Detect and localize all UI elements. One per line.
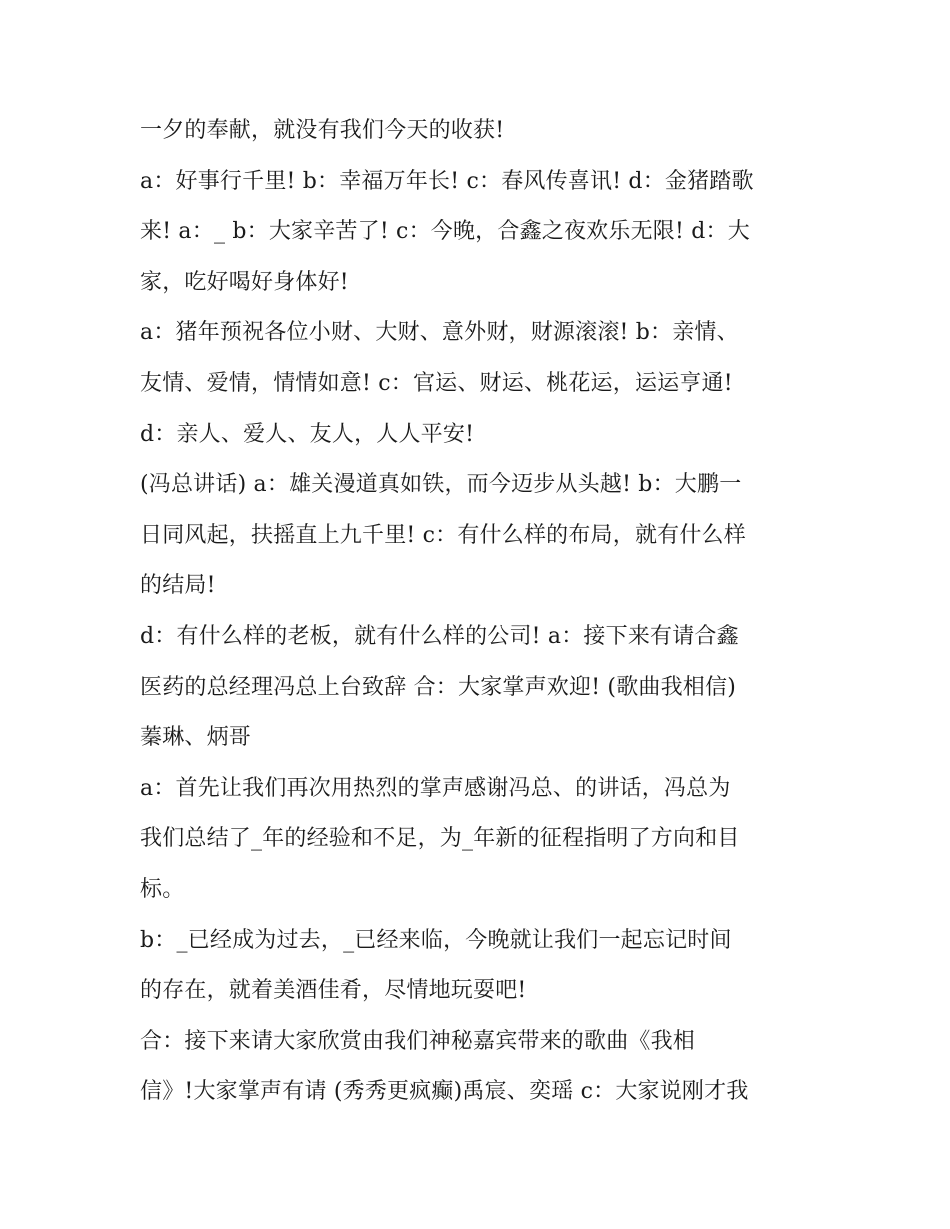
text-line: 一夕的奉献，就没有我们今天的收获! — [140, 118, 505, 143]
text-line: d：有什么样的老板，就有什么样的公司! a：接下来有请合鑫 — [140, 623, 739, 649]
text-line: 蓁琳、炳哥 — [140, 725, 252, 751]
text-line: 医药的总经理冯总上台致辞 合：大家掌声欢迎! (歌曲我相信) — [140, 674, 736, 700]
text-line: 家，吃好喝好身体好! — [140, 269, 349, 295]
text-line: 合：接下来请大家欣赏由我们神秘嘉宾带来的歌曲《我相 — [140, 1028, 696, 1054]
text-line: 我们总结了_年的经验和不足，为_年新的征程指明了方向和目 — [140, 826, 740, 852]
text-line: (冯总讲话) a：雄关漫道真如铁，而今迈步从头越! b：大鹏一 — [140, 472, 742, 498]
text-line: d：亲人、爱人、友人，人人平安! — [140, 421, 475, 447]
text-line: 的结局! — [140, 573, 216, 599]
document-body — [140, 106, 820, 1118]
text-line: 友情、爱情，情情如意! c：官运、财运、桃花运，运运亨通! — [140, 370, 733, 396]
text-line: 日同风起，扶摇直上九千里! c：有什么样的布局，就有什么样 — [140, 522, 746, 548]
text-line: a：好事行千里! b：幸福万年长! c：春风传喜讯! d：金猪踏歌 — [140, 168, 754, 194]
text-line: b：_已经成为过去，_已经来临，今晚就让我们一起忘记时间 — [140, 927, 732, 953]
text-line: 信》!大家掌声有请 (秀秀更疯癫)禹宸、奕瑶 c：大家说刚才我 — [140, 1079, 749, 1105]
text-line: 来! a：_ b：大家辛苦了! c：今晚，合鑫之夜欢乐无限! d：大 — [140, 219, 750, 245]
text-line: 的存在，就着美酒佳肴，尽情地玩耍吧! — [140, 978, 527, 1004]
text-line: a：首先让我们再次用热烈的掌声感谢冯总、的讲话，冯总为 — [140, 775, 731, 801]
text-line: 标。 — [140, 876, 185, 902]
text-line: a：猪年预祝各位小财、大财、意外财，财源滚滚! b：亲情、 — [140, 320, 739, 346]
